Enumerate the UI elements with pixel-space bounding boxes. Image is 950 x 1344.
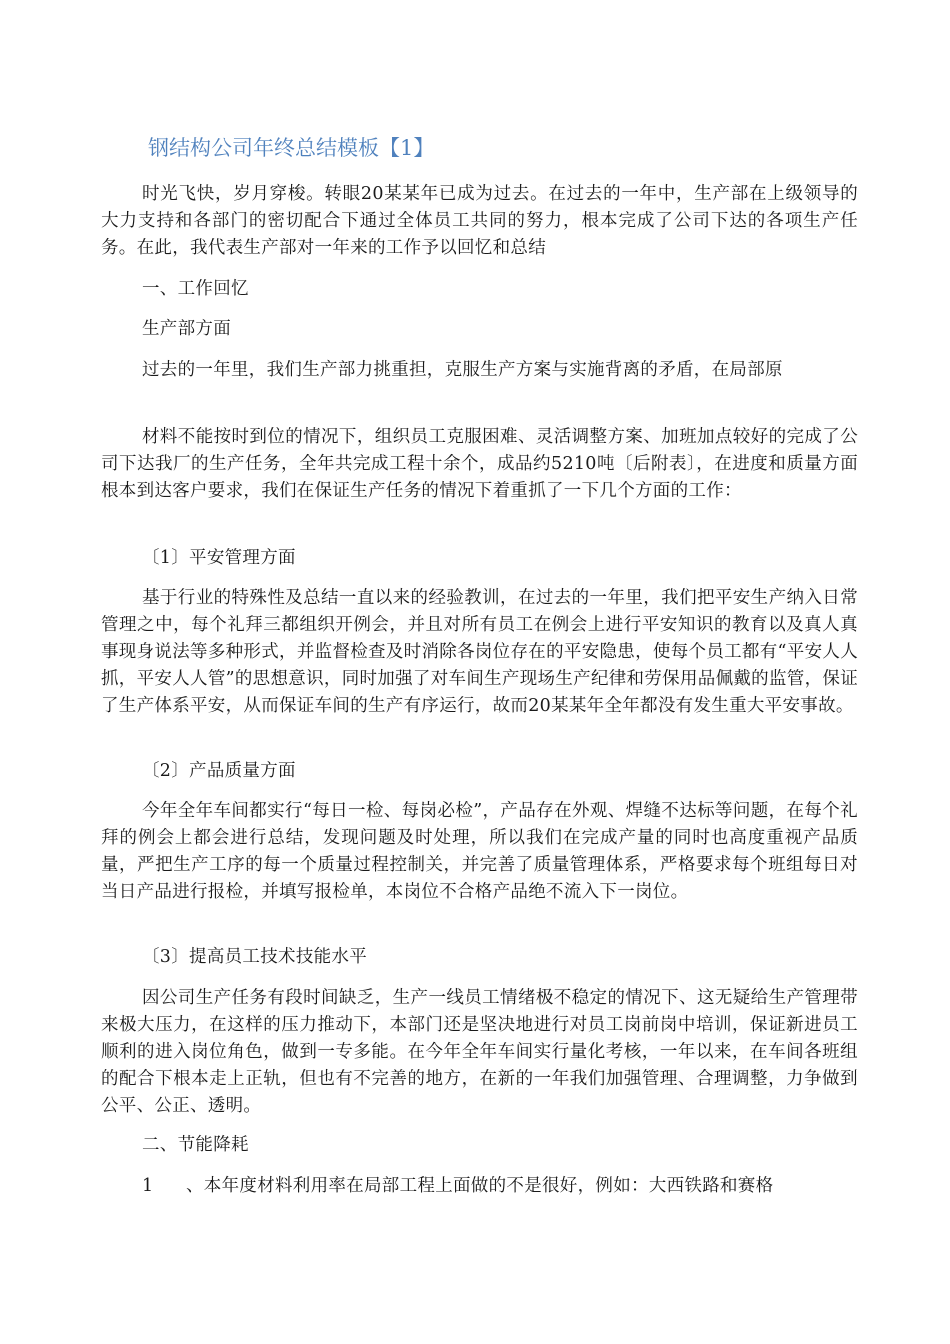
paragraph-quality: 今年全年车间都实行“每日一检、每岗必检”，产品存在外观、焊缝不达标等问题，在每个礼拜的例会上都会进行总结，发现问题及时处理，所以我们在完成产量的同时也高度重视产品质量，严把生产工序的每一个质量过程控制关，并完善了质量管理体系，严格要求每个班组每日对当日产品进行报检，并填写报检单，本岗位不合格产品绝不流入下一岗位。 bbox=[101, 801, 858, 902]
paragraph-skills: 因公司生产任务有段时间缺乏，生产一线员工情绪极不稳定的情况下、这无疑给生产管理带来极大压力，在这样的压力推动下，本部门还是坚决地进行对员工岗前岗中培训，保证新进员工顺利的进入岗位角色，做到一专多能。在今年全年车间实行量化考核，一年以来，在车间各班组的配合下根本走上正轨，但也有不完善的地方，在新的一年我们加强管理、合理调整，力争做到公平、公正、透明。 bbox=[101, 988, 858, 1116]
item-heading-safety: 〔1〕平安管理方面 bbox=[142, 548, 296, 568]
paragraph-safety: 基于行业的特殊性及总结一直以来的经验教训，在过去的一年里，我们把平安生产纳入日常管理之中，每个礼拜三都组织开例会，并且对所有员工在例会上进行平安知识的教育以及真人真事现身说法等多种形式，并监督检查及时消除各岗位存在的平安隐患，使每个员工都有“平安人人抓，平安人人管”的思想意识，同时加强了对车间生产现场生产纪律和劳保用品佩戴的监管，保证了生产体系平安，从而保证车间的生产有序运行，故而20某某年全年都没有发生重大平安事故。 bbox=[101, 588, 858, 716]
item-heading-quality: 〔2〕产品质量方面 bbox=[142, 761, 296, 781]
list-item-text: 、本年度材料利用率在局部工程上面做的不是很好，例如：大西铁路和赛格 bbox=[186, 1176, 774, 1196]
paragraph-past-year: 过去的一年里，我们生产部力挑重担，克服生产方案与实施背离的矛盾，在局部原 bbox=[142, 360, 783, 380]
list-item-material-utilization bbox=[142, 1173, 858, 1200]
intro-paragraph: 时光飞快，岁月穿梭。转眼20某某年已成为过去。在过去的一年中，生产部在上级领导的大力支持和各部门的密切配合下通过全体员工共同的努力，根本完成了公司下达的各项生产任务。在此，我代表生产部对一年来的工作予以回忆和总结 bbox=[101, 184, 858, 258]
section-heading-energy-saving: 二、节能降耗 bbox=[142, 1135, 249, 1155]
subsection-heading-production: 生产部方面 bbox=[142, 319, 231, 339]
document-title: 钢结构公司年终总结模板【1】 bbox=[148, 136, 435, 160]
paragraph-materials: 材料不能按时到位的情况下，组织员工克服困难、灵活调整方案、加班加点较好的完成了公司下达我厂的生产任务，全年共完成工程十余个，成品约5210吨〔后附表〕，在进度和质量方面根本到达客户要求，我们在保证生产任务的情况下着重抓了一下几个方面的工作： bbox=[101, 427, 858, 501]
list-item-number: 1 bbox=[142, 1176, 154, 1196]
section-heading-work-review: 一、工作回忆 bbox=[142, 279, 249, 299]
item-heading-skills: 〔3〕提高员工技术技能水平 bbox=[142, 947, 368, 967]
